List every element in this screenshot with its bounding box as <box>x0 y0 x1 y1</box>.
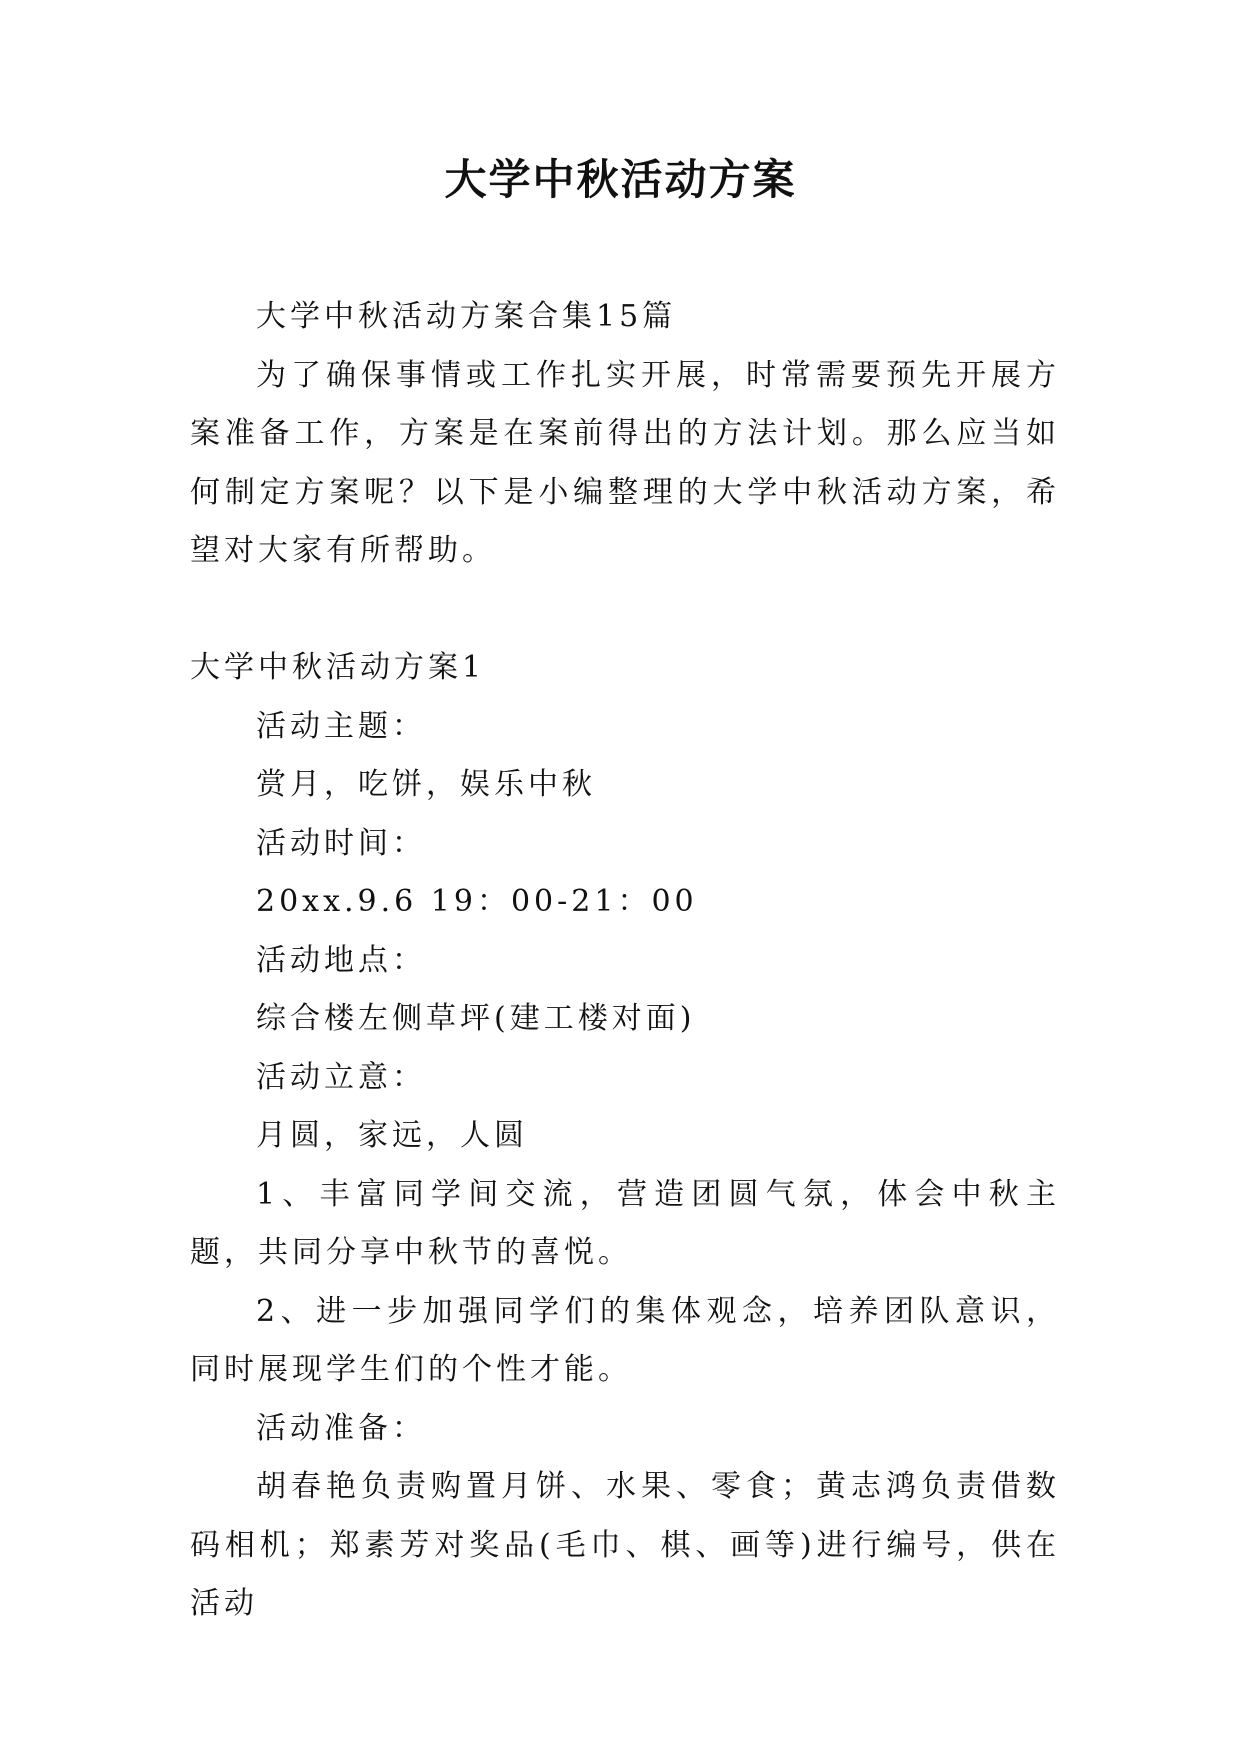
section-heading: 大学中秋活动方案1 <box>190 650 486 685</box>
location-label: 活动地点： <box>256 942 426 978</box>
preparation-label: 活动准备： <box>256 1410 426 1446</box>
document-title: 大学中秋活动方案 <box>444 155 797 204</box>
purpose-label: 活动立意： <box>256 1059 426 1095</box>
purpose-value: 月圆，家远，人圆 <box>256 1118 528 1153</box>
intro-paragraph: 为了确保事情或工作扎实开展，时常需要预先开展方案准备工作，方案是在案前得出的方法计划。那么应当如何制定方案呢？以下是小编整理的大学中秋活动方案，希望对大家有所帮助。 <box>190 357 1060 568</box>
preparation-paragraph: 胡春艳负责购置月饼、水果、零食；黄志鸿负责借数码相机；郑素芳对奖品(毛巾、棋、画等)进行编号，供在活动 <box>190 1469 1060 1621</box>
time-value: 20xx.9.6 19：00-21：00 <box>256 884 698 919</box>
time-label: 活动时间： <box>256 825 426 861</box>
subtitle-paragraph: 大学中秋活动方案合集15篇 <box>256 299 677 334</box>
purpose-item-2: 2、进一步加强同学们的集体观念，培养团队意识，同时展现学生们的个性才能。 <box>190 1293 1060 1387</box>
theme-label: 活动主题： <box>256 708 426 744</box>
document-body <box>190 288 1060 1634</box>
paragraph-gap <box>190 581 1060 640</box>
location-value: 综合楼左侧草坪(建工楼对面) <box>256 1001 696 1036</box>
purpose-item-1: 1、丰富同学间交流，营造团圆气氛，体会中秋主题，共同分享中秋节的喜悦。 <box>190 1176 1060 1270</box>
theme-value: 赏月，吃饼，娱乐中秋 <box>256 767 596 802</box>
